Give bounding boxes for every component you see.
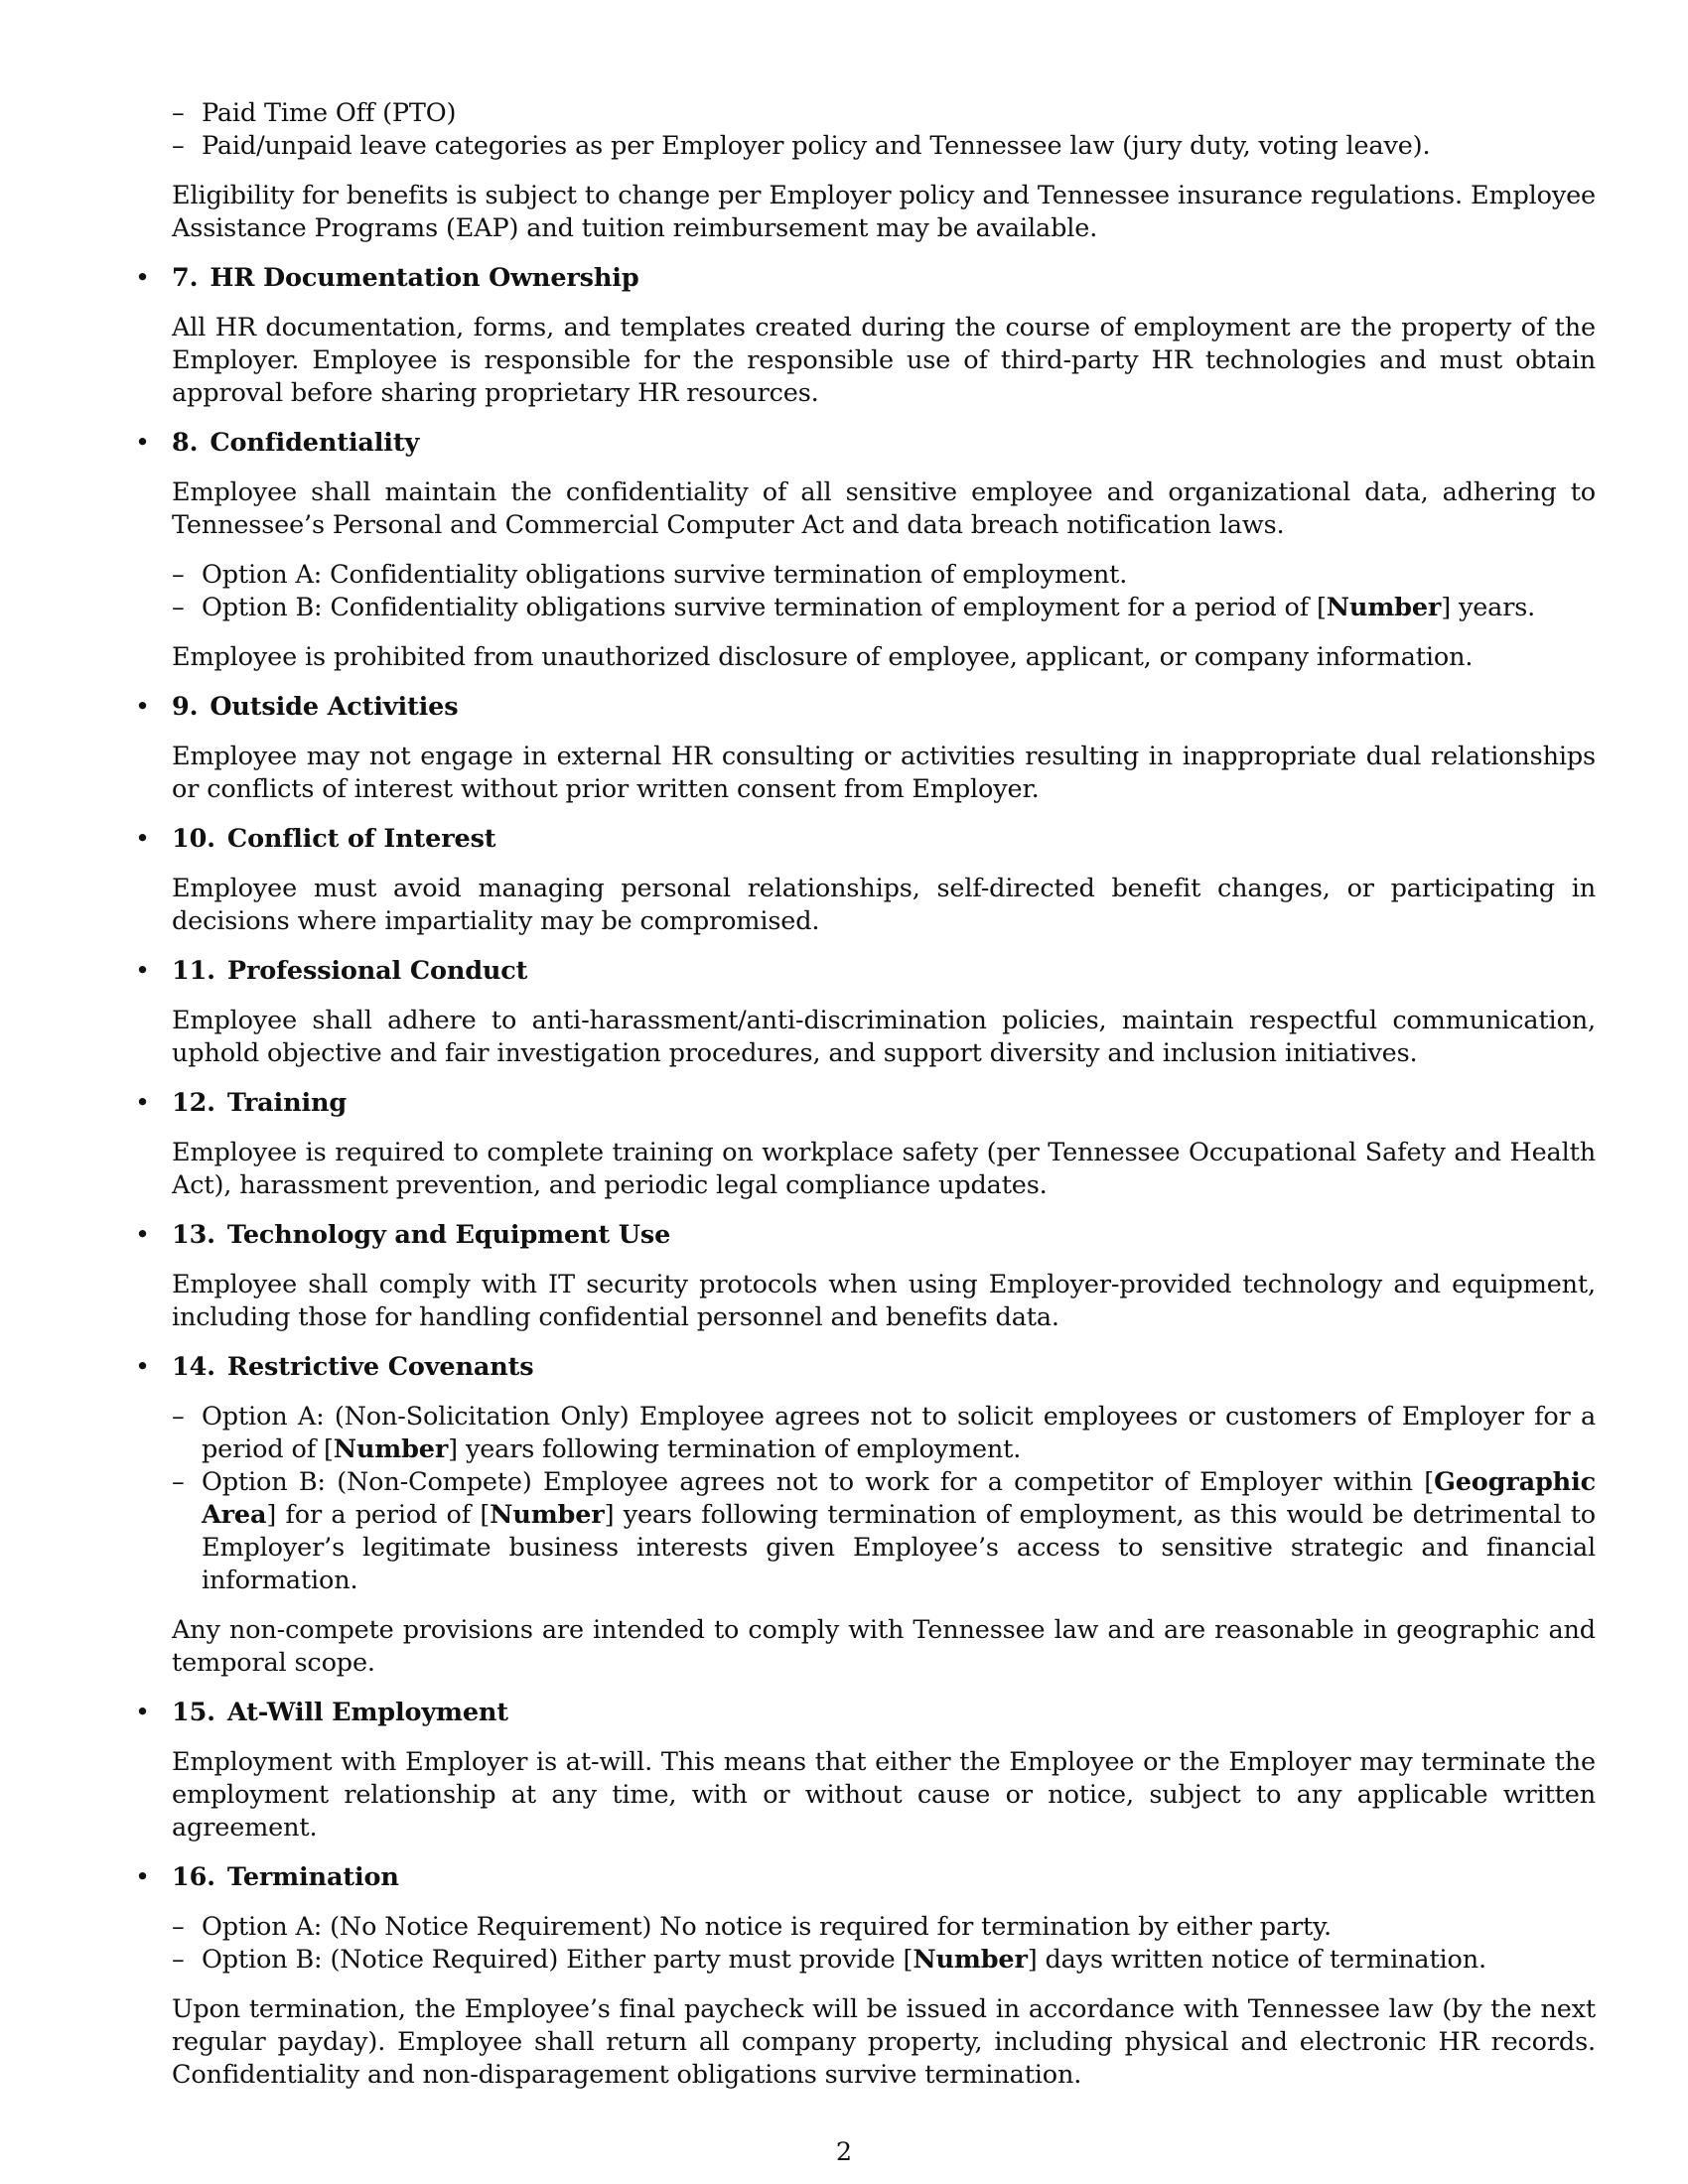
section-number: 13. <box>172 1220 215 1250</box>
option-text: Option B: Confidentiality obligations survive termination of employment for a period of <box>202 593 1317 622</box>
option-text: for a period of <box>276 1500 481 1530</box>
placeholder-number: Number <box>333 1434 449 1464</box>
option-text: years following termination of employment, as this would be detrimental to Employer’s legitimate business interests given Employee’s access to sensitive strategic and financial information. <box>202 1500 1596 1595</box>
section-title: Training <box>226 1088 348 1118</box>
section-heading <box>132 262 1596 295</box>
section-paragraph: Employee shall maintain the confidentiality of all sensitive employee and organizational data, adhering to Tennessee’s Personal and Commercial Computer Act and data breach notification laws. <box>172 478 1596 540</box>
option-b: – Option B: Confidentiality obligations survive termination of employment for a period of [Number] years. <box>172 592 1596 624</box>
option-a: – Option A: Confidentiality obligations survive termination of employment. <box>172 559 1596 592</box>
option-text: Option B: (Notice Required) Either party must provide <box>202 1945 904 1975</box>
section-8 <box>132 427 1596 674</box>
section-number: 11. <box>172 956 215 986</box>
section-number: 12. <box>172 1088 215 1118</box>
section-paragraph: Upon termination, the Employee’s final paycheck will be issued in accordance with Tennessee law (by the next regular payday). Employee shall return all company property, including physical and electronic HR records. Confidentiality and non-disparagement obligations survive termination. <box>172 1994 1596 2090</box>
section-9 <box>132 691 1596 806</box>
options-list <box>132 1401 1596 1597</box>
benefits-sublist <box>132 97 1596 163</box>
option-text: days written notice of termination. <box>1037 1945 1486 1975</box>
section-12 <box>132 1087 1596 1202</box>
option-text: Option A: (Non-Solicitation Only) Employee agrees not to solicit employees or customers of Employer for a period of <box>202 1402 1596 1464</box>
section-paragraph: Employee may not engage in external HR consulting or activities resulting in inappropriate dual relationships or conflicts of interest without prior written consent from Employer. <box>172 742 1596 804</box>
section-number: 14. <box>172 1352 215 1382</box>
options-list <box>132 559 1596 624</box>
option-a: – Option A: (Non-Solicitation Only) Employee agrees not to solicit employees or customers of Employer for a period of [Number] years following termination of employment. <box>172 1401 1596 1466</box>
section-13 <box>132 1219 1596 1334</box>
section-number: 15. <box>172 1698 215 1727</box>
section-heading <box>132 427 1596 460</box>
section-heading <box>132 1219 1596 1252</box>
section-7 <box>132 262 1596 410</box>
section-number: 7. <box>172 263 199 293</box>
section-paragraph: Employee shall comply with IT security protocols when using Employer-provided technology and equipment, including those for handling confidential personnel and benefits data. <box>172 1270 1596 1332</box>
benefits-eligibility-paragraph: Eligibility for benefits is subject to change per Employer policy and Tennessee insurance regulations. Employee Assistance Programs (EAP) and tuition reimbursement may be available. <box>172 181 1596 243</box>
section-heading <box>132 955 1596 988</box>
section-title: Restrictive Covenants <box>226 1352 534 1382</box>
section-heading <box>132 1697 1596 1729</box>
section-number: 8. <box>172 428 199 458</box>
section-title: Professional Conduct <box>226 956 528 986</box>
option-a: – Option A: (No Notice Requirement) No notice is required for termination by either party. <box>172 1911 1596 1944</box>
option-b: – Option B: (Non-Compete) Employee agrees not to work for a competitor of Employer within [Geographic Area] for a period of [Number] years following termination of employment, as this would be detrimental to Employer’s legitimate business interests given Employee’s access to sensitive strategic and financial information. <box>172 1466 1596 1597</box>
section-heading <box>132 691 1596 724</box>
section-title: At-Will Employment <box>226 1698 508 1727</box>
placeholder-number: Number <box>1326 593 1442 622</box>
section-title: Technology and Equipment Use <box>226 1220 671 1250</box>
section-paragraph: Employee is required to complete training on workplace safety (per Tennessee Occupational Safety and Health Act), harassment prevention, and periodic legal compliance updates. <box>172 1138 1596 1200</box>
options-list <box>132 1911 1596 1977</box>
placeholder-geographic-area: Geographic Area <box>202 1467 1596 1530</box>
section-number: 9. <box>172 692 199 722</box>
section-title: HR Documentation Ownership <box>210 263 639 293</box>
section-16 <box>132 1861 1596 2092</box>
section-heading <box>132 1351 1596 1384</box>
section-paragraph: Employee is prohibited from unauthorized disclosure of employee, applicant, or company information. <box>172 642 1474 672</box>
page-content <box>132 97 1596 2092</box>
placeholder-number: Number <box>490 1500 605 1530</box>
option-b: – Option B: (Notice Required) Either party must provide [Number] days written notice of termination. <box>172 1944 1596 1977</box>
section-heading <box>132 1087 1596 1120</box>
section-number: 16. <box>172 1862 215 1892</box>
section-paragraph: Employment with Employer is at-will. This means that either the Employee or the Employer may terminate the employment relationship at any time, with or without cause or notice, subject to any applicable written agreement. <box>172 1747 1596 1843</box>
section-paragraph: Any non-compete provisions are intended to comply with Tennessee law and are reasonable in geographic and temporal scope. <box>172 1615 1596 1678</box>
option-text: years. <box>1451 593 1536 622</box>
section-heading <box>132 823 1596 856</box>
section-title: Conflict of Interest <box>226 824 496 854</box>
option-text: Option B: (Non-Compete) Employee agrees not to work for a competitor of Employer within <box>202 1467 1425 1497</box>
placeholder-number: Number <box>913 1945 1028 1975</box>
section-number: 10. <box>172 824 215 854</box>
section-paragraph: Employee shall adhere to anti-harassment/anti-discrimination policies, maintain respectful communication, uphold objective and fair investigation procedures, and support diversity and inclusion initiatives. <box>172 1006 1596 1068</box>
section-11 <box>132 955 1596 1070</box>
list-item: – Paid Time Off (PTO) <box>172 97 1596 130</box>
section-14 <box>132 1351 1596 1680</box>
list-item: – Paid/unpaid leave categories as per Employer policy and Tennessee law (jury duty, voting leave). <box>172 130 1596 163</box>
option-text: years following termination of employment. <box>457 1434 1022 1464</box>
section-paragraph: Employee must avoid managing personal relationships, self-directed benefit changes, or participating in decisions where impartiality may be compromised. <box>172 874 1596 936</box>
section-title: Termination <box>226 1862 399 1892</box>
section-15 <box>132 1697 1596 1844</box>
page-number: 2 <box>835 2137 853 2167</box>
section-title: Outside Activities <box>210 692 459 722</box>
section-10 <box>132 823 1596 938</box>
section-title: Confidentiality <box>210 428 420 458</box>
section-heading <box>132 1861 1596 1894</box>
section-paragraph: All HR documentation, forms, and templates created during the course of employment are the property of the Employer. Employee is responsible for the responsible use of third-party HR technologies and must obtain approval before sharing proprietary HR resources. <box>172 313 1596 408</box>
